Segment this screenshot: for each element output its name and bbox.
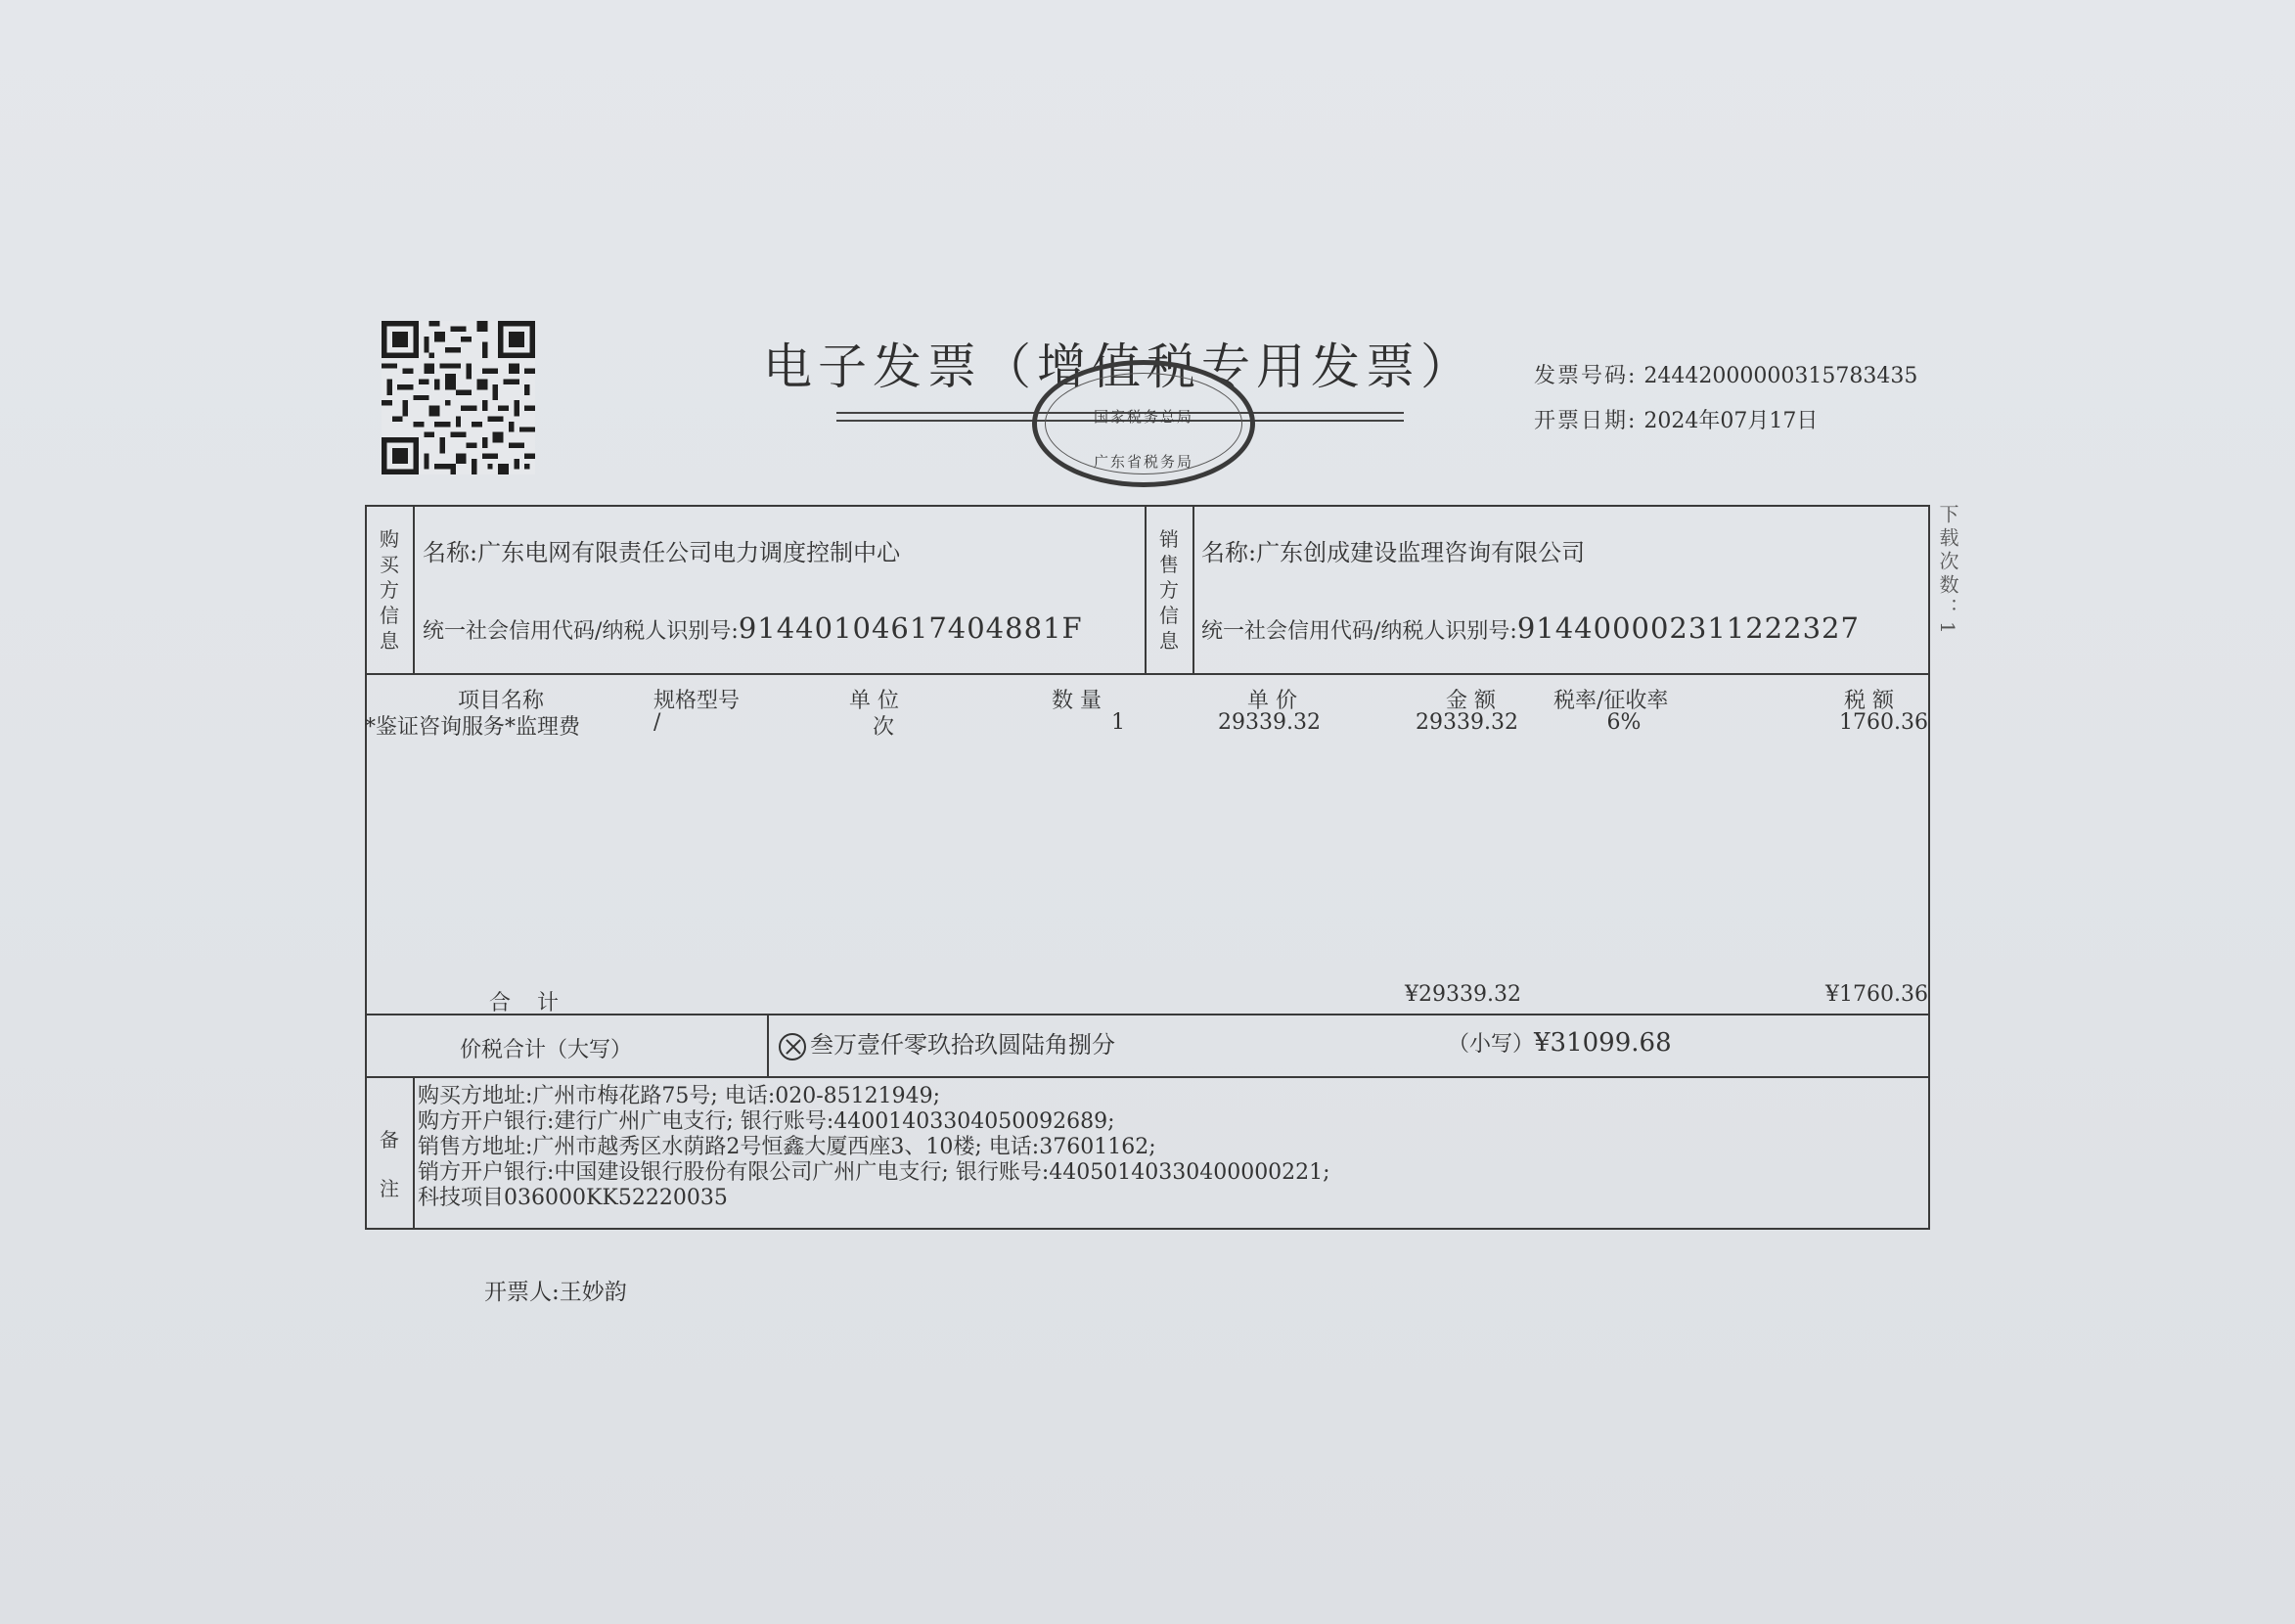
item-tax: 1760.36 [1839, 710, 1928, 735]
seal-text: 广东省税务局 [1093, 453, 1193, 471]
seller-name: 名称:广东创成建设监理咨询有限公司 [1201, 539, 1586, 566]
invoice-number: 发票号码: 24442000000315783435 [1534, 364, 1918, 388]
remark-line: 购买方地址:广州市梅花路75号; 电话:020-85121949; [418, 1084, 941, 1108]
header-rate: 税率/征收率 [1553, 689, 1669, 713]
header-price: 单 价 [1247, 689, 1297, 713]
buyer-tax-id: 统一社会信用代码/纳税人识别号:91440104617404881F [423, 611, 1083, 645]
seller-tax-id: 统一社会信用代码/纳税人识别号:914400002311222327 [1201, 611, 1860, 645]
remark-line: 销方开户银行:中国建设银行股份有限公司广州广电支行; 银行账号:44050140330400000221; [418, 1160, 1330, 1185]
seal-text: 国家税务总局 [1093, 408, 1193, 426]
header-unit: 单 位 [849, 689, 899, 713]
header-tax: 税 额 [1844, 689, 1894, 713]
total-tax: ¥1760.36 [1825, 982, 1928, 1007]
header-amount: 金 额 [1446, 689, 1496, 713]
item-rate: 6% [1606, 710, 1642, 735]
issuer: 开票人:王妙韵 [484, 1280, 627, 1305]
remark-line: 科技项目036000KK52220035 [418, 1186, 728, 1210]
buyer-name: 名称:广东电网有限责任公司电力调度控制中心 [423, 539, 901, 566]
circle-x-icon [779, 1033, 806, 1060]
item-qty: 1 [1111, 710, 1125, 735]
header-spec: 规格型号 [653, 689, 741, 713]
grand-total-capital: 叁万壹仟零玖拾玖圆陆角捌分 [779, 1025, 1115, 1060]
item-price: 29339.32 [1218, 710, 1321, 735]
seller-side-label: 销售方信息 [1159, 527, 1179, 653]
remark-line: 销售方地址:广州市越秀区水荫路2号恒鑫大厦西座3、10楼; 电话:37601162; [418, 1135, 1156, 1159]
item-unit: 次 [873, 715, 895, 740]
item-spec: / [653, 710, 661, 735]
official-seal-icon [1032, 360, 1255, 487]
total-label: 合 计 [489, 991, 568, 1015]
item-name: *鉴证咨询服务*监理费 [365, 715, 581, 740]
remarks-side-label: 备注 [380, 1128, 399, 1200]
buyer-side-label: 购买方信息 [380, 527, 399, 653]
invoice-title: 电子发票（增值税专用发票） [763, 338, 1475, 395]
header-name: 项目名称 [458, 689, 545, 713]
download-count: 下载次数：1 [1936, 504, 1959, 638]
grand-total-label: 价税合计（大写） [460, 1038, 633, 1062]
total-amount: ¥29339.32 [1405, 982, 1521, 1007]
header-qty: 数 量 [1052, 689, 1102, 713]
invoice-date: 开票日期: 2024年07月17日 [1534, 409, 1819, 433]
remark-line: 购方开户银行:建行广州广电支行; 银行账号:44001403304050092689; [418, 1109, 1115, 1134]
qr-code-icon [382, 321, 535, 474]
grand-total-small: （小写）¥31099.68 [1448, 1028, 1672, 1058]
item-amount: 29339.32 [1416, 710, 1518, 735]
